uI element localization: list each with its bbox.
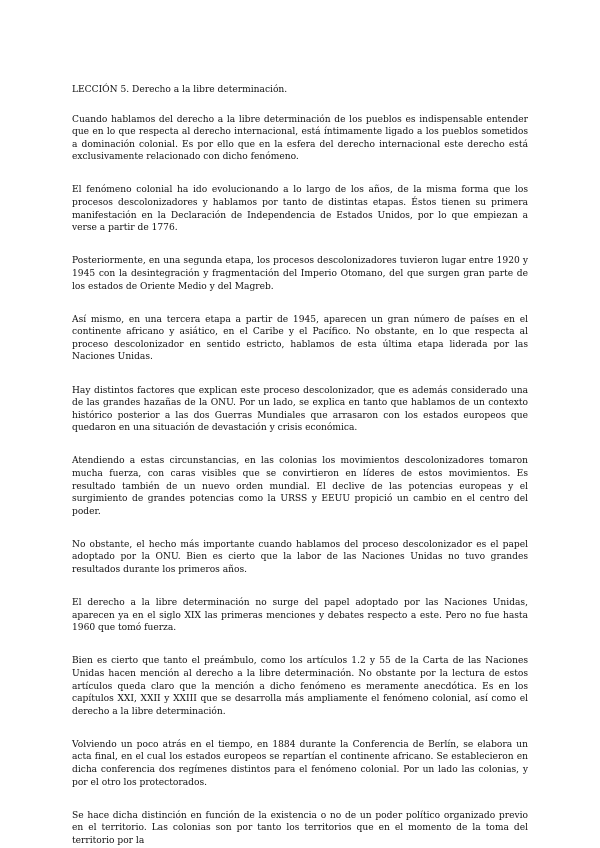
paragraph-10: Volviendo un poco atrás en el tiempo, en 1884 durante la Conferencia de Berlín, se elabora un acta final, en el cual los estados europeos se repartían el continente africano. Se establecieron en dicha conferencia dos regímenes distintos para el fenómeno colonial. Por un lado las colonias, y por el otro los protectorados.: [72, 739, 528, 788]
paragraph-3: Posteriormente, en una segunda etapa, los procesos descolonizadores tuvieron lugar entre 1920 y 1945 con la desintegración y fragmentación del Imperio Otomano, del que surgen gran parte de los estados de Oriente Medio y del Magreb.: [72, 256, 528, 292]
paragraph-6: Atendiendo a estas circunstancias, en las colonias los movimientos descolonizadores tomaron mucha fuerza, con caras visibles que se convirtieron en líderes de estos movimientos. Es resultado también de un nuevo orden mundial. El declive de las potencias europeas y el surgimiento de grandes potencias como la URSS y EEUU propició un cambio en el centro del poder.: [72, 456, 528, 517]
paragraph-5: Hay distintos factores que explican este proceso descolonizador, que es además considerado una de las grandes hazañas de la ONU. Por un lado, se explica en tanto que hablamos de un contexto histórico posterior a las dos Guerras Mundiales que arrasaron con los estados europeos que quedaron en una situación de devastación y crisis económica.: [72, 385, 528, 434]
paragraph-9: Bien es cierto que tanto el preámbulo, como los artículos 1.2 y 55 de la Carta de las Naciones Unidas hacen mención al derecho a la libre determinación. No obstante por la lectura de estos artículos queda claro que la mención a dicho fenómeno es meramente anecdótica. Es en los capítulos XXI, XXII y XXIII que se desarrolla más ampliamente el fenómeno colonial, así como el derecho a la libre determinación.: [72, 656, 528, 717]
paragraph-7: No obstante, el hecho más importante cuando hablamos del proceso descolonizador es el papel adoptado por la ONU. Bien es cierto que la labor de las Naciones Unidas no tuvo grandes resultados durante los primeros años.: [72, 539, 528, 576]
paragraph-8: El derecho a la libre determinación no surge del papel adoptado por las Naciones Unidas, aparecen ya en el siglo XIX las primeras menciones y debates respecto a este. Pero no fue hasta 1960 que tomó fuerza.: [72, 598, 528, 634]
paragraph-11: Se hace dicha distinción en función de la existencia o no de un poder político organizado previo en el territorio. Las colonias son por tanto los territorios que en el momento de la toma del territorio por la: [72, 810, 528, 846]
paragraph-1: Cuando hablamos del derecho a la libre determinación de los pueblos es indispensable entender que en lo que respecta al derecho internacional, está íntimamente ligado a los pueblos sometidos a dominación colonial. Es por ello que en la esfera del derecho internacional este derecho está exclusivamente relacionado con dicho fenómeno.: [72, 114, 528, 163]
paragraph-4: Así mismo, en una tercera etapa a partir de 1945, aparecen un gran número de países en el continente africano y asiático, en el Caribe y el Pacífico. No obstante, en lo que respecta al proceso descolonizador en sentido estricto, hablamos de esta última etapa liderada por las Naciones Unidas.: [72, 314, 528, 363]
paragraph-2: El fenómeno colonial ha ido evolucionando a lo largo de los años, de la misma forma que los procesos descolonizadores y hablamos por tanto de distintas etapas. Éstos tienen su primera manifestación en la Declaración de Independencia de Estados Unidos, por lo que empiezan a verse a partir de 1776.: [72, 185, 528, 234]
lesson-title: LECCIÓN 5. Derecho a la libre determinación.: [72, 85, 288, 95]
document-body: [72, 84, 528, 848]
